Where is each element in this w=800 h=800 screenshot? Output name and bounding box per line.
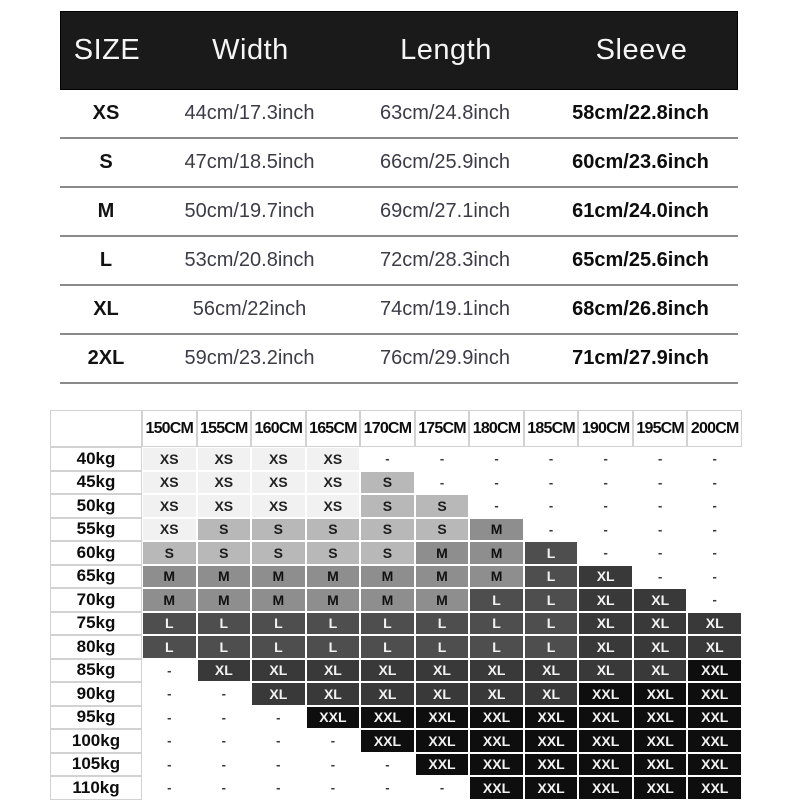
height-weight-fit-matrix bbox=[50, 410, 742, 800]
weight-label: 80kg bbox=[50, 635, 142, 659]
empty-cell: - bbox=[578, 471, 633, 495]
size-cell: XL bbox=[415, 659, 470, 683]
empty-cell: - bbox=[415, 471, 470, 495]
size-cell: XXL bbox=[687, 729, 742, 753]
size-cell: XXL bbox=[578, 753, 633, 777]
empty-cell: - bbox=[197, 706, 252, 730]
empty-cell: - bbox=[633, 447, 688, 471]
size-cell: XS bbox=[197, 447, 252, 471]
garment-measurement-table bbox=[60, 11, 738, 384]
length-value: 66cm/25.9inch bbox=[379, 151, 511, 173]
sleeve-value: 60cm/23.6inch bbox=[572, 151, 709, 173]
size-cell: XL bbox=[687, 635, 742, 659]
size-cell: L bbox=[469, 612, 524, 636]
measurement-row bbox=[60, 188, 738, 237]
weight-label: 45kg bbox=[50, 471, 142, 495]
empty-cell: - bbox=[197, 776, 252, 800]
size-cell: XL bbox=[360, 659, 415, 683]
size-label: 2XL bbox=[87, 347, 125, 369]
size-cell: XXL bbox=[578, 682, 633, 706]
size-cell: XL bbox=[251, 682, 306, 706]
size-cell: L bbox=[197, 612, 252, 636]
weight-label: 100kg bbox=[50, 729, 142, 753]
size-cell: S bbox=[360, 518, 415, 542]
height-header: 170CM bbox=[360, 410, 415, 447]
weight-label: 75kg bbox=[50, 612, 142, 636]
size-cell: S bbox=[415, 518, 470, 542]
size-label: M bbox=[97, 200, 115, 222]
empty-cell: - bbox=[251, 776, 306, 800]
height-header: 200CM bbox=[687, 410, 742, 447]
weight-label: 95kg bbox=[50, 706, 142, 730]
empty-cell: - bbox=[687, 518, 742, 542]
size-cell: XXL bbox=[633, 753, 688, 777]
size-cell: XXL bbox=[687, 659, 742, 683]
size-cell: XL bbox=[578, 612, 633, 636]
size-cell: L bbox=[251, 612, 306, 636]
empty-cell: - bbox=[197, 729, 252, 753]
width-value: 59cm/23.2inch bbox=[184, 347, 315, 369]
height-header: 160CM bbox=[251, 410, 306, 447]
empty-cell: - bbox=[687, 541, 742, 565]
empty-cell: - bbox=[251, 706, 306, 730]
empty-cell: - bbox=[306, 776, 361, 800]
size-cell: L bbox=[142, 612, 197, 636]
empty-cell: - bbox=[687, 588, 742, 612]
size-cell: S bbox=[360, 471, 415, 495]
empty-cell: - bbox=[524, 518, 579, 542]
sleeve-value: 68cm/26.8inch bbox=[572, 298, 709, 320]
header-sleeve: Sleeve bbox=[595, 34, 688, 66]
size-cell: XXL bbox=[687, 706, 742, 730]
size-cell: XXL bbox=[578, 776, 633, 800]
weight-label: 60kg bbox=[50, 541, 142, 565]
empty-cell: - bbox=[142, 659, 197, 683]
measurement-row bbox=[60, 90, 738, 139]
size-cell: XXL bbox=[633, 729, 688, 753]
size-cell: M bbox=[306, 565, 361, 589]
size-cell: XL bbox=[469, 659, 524, 683]
empty-cell: - bbox=[360, 776, 415, 800]
size-cell: XXL bbox=[524, 706, 579, 730]
height-header: 180CM bbox=[469, 410, 524, 447]
size-cell: XL bbox=[633, 659, 688, 683]
empty-cell: - bbox=[578, 494, 633, 518]
weight-label: 40kg bbox=[50, 447, 142, 471]
size-cell: S bbox=[251, 541, 306, 565]
size-cell: XL bbox=[524, 682, 579, 706]
size-cell: XXL bbox=[687, 682, 742, 706]
width-value: 50cm/19.7inch bbox=[184, 200, 315, 222]
size-cell: S bbox=[251, 518, 306, 542]
size-cell: XXL bbox=[469, 776, 524, 800]
size-cell: XS bbox=[142, 494, 197, 518]
sleeve-value: 58cm/22.8inch bbox=[572, 102, 709, 124]
size-cell: XXL bbox=[633, 776, 688, 800]
width-value: 47cm/18.5inch bbox=[184, 151, 315, 173]
height-header: 195CM bbox=[633, 410, 688, 447]
empty-cell: - bbox=[687, 471, 742, 495]
size-cell: XS bbox=[197, 471, 252, 495]
size-cell: XXL bbox=[633, 706, 688, 730]
size-cell: XL bbox=[251, 659, 306, 683]
empty-cell: - bbox=[469, 447, 524, 471]
measurement-table-header bbox=[60, 11, 738, 90]
size-cell: XXL bbox=[633, 682, 688, 706]
empty-cell: - bbox=[251, 753, 306, 777]
size-cell: L bbox=[197, 635, 252, 659]
size-cell: XXL bbox=[524, 776, 579, 800]
size-cell: XL bbox=[633, 588, 688, 612]
size-cell: M bbox=[251, 565, 306, 589]
size-cell: L bbox=[415, 612, 470, 636]
empty-cell: - bbox=[306, 753, 361, 777]
weight-label: 70kg bbox=[50, 588, 142, 612]
empty-cell: - bbox=[415, 447, 470, 471]
empty-cell: - bbox=[687, 494, 742, 518]
size-cell: XXL bbox=[415, 729, 470, 753]
weight-label: 90kg bbox=[50, 682, 142, 706]
empty-cell: - bbox=[142, 753, 197, 777]
sleeve-value: 65cm/25.6inch bbox=[572, 249, 709, 271]
size-cell: XL bbox=[469, 682, 524, 706]
size-cell: XL bbox=[578, 635, 633, 659]
measurement-row bbox=[60, 335, 738, 384]
size-cell: XL bbox=[306, 659, 361, 683]
empty-cell: - bbox=[633, 518, 688, 542]
empty-cell: - bbox=[360, 753, 415, 777]
empty-cell: - bbox=[197, 682, 252, 706]
empty-cell: - bbox=[524, 494, 579, 518]
size-cell: XL bbox=[633, 635, 688, 659]
measurement-row bbox=[60, 237, 738, 286]
empty-cell: - bbox=[578, 518, 633, 542]
size-cell: XS bbox=[142, 471, 197, 495]
size-cell: XL bbox=[524, 659, 579, 683]
height-header: 190CM bbox=[578, 410, 633, 447]
measurement-row bbox=[60, 286, 738, 335]
size-cell: XL bbox=[415, 682, 470, 706]
width-value: 56cm/22inch bbox=[192, 298, 307, 320]
height-header: 175CM bbox=[415, 410, 470, 447]
empty-cell: - bbox=[633, 541, 688, 565]
weight-label: 85kg bbox=[50, 659, 142, 683]
size-cell: L bbox=[524, 612, 579, 636]
size-cell: M bbox=[197, 565, 252, 589]
size-cell: XXL bbox=[578, 706, 633, 730]
weight-label: 110kg bbox=[50, 776, 142, 800]
size-cell: L bbox=[251, 635, 306, 659]
size-cell: L bbox=[524, 635, 579, 659]
height-header: 165CM bbox=[306, 410, 361, 447]
size-cell: S bbox=[142, 541, 197, 565]
size-cell: XXL bbox=[415, 706, 470, 730]
empty-cell: - bbox=[524, 447, 579, 471]
size-cell: XS bbox=[142, 518, 197, 542]
size-cell: XXL bbox=[360, 729, 415, 753]
header-width: Width bbox=[212, 34, 289, 66]
measurement-table-rows bbox=[60, 90, 738, 384]
size-cell: XXL bbox=[469, 753, 524, 777]
size-cell: S bbox=[360, 541, 415, 565]
size-cell: L bbox=[524, 565, 579, 589]
size-cell: XXL bbox=[306, 706, 361, 730]
size-cell: L bbox=[524, 588, 579, 612]
size-cell: XS bbox=[251, 471, 306, 495]
empty-cell: - bbox=[633, 494, 688, 518]
empty-cell: - bbox=[633, 565, 688, 589]
size-label: XS bbox=[92, 102, 120, 124]
size-cell: M bbox=[360, 565, 415, 589]
height-header: 155CM bbox=[197, 410, 252, 447]
width-value: 44cm/17.3inch bbox=[184, 102, 315, 124]
empty-cell: - bbox=[524, 471, 579, 495]
empty-cell: - bbox=[578, 447, 633, 471]
empty-cell: - bbox=[360, 447, 415, 471]
size-cell: M bbox=[415, 588, 470, 612]
size-cell: L bbox=[524, 541, 579, 565]
size-cell: XL bbox=[578, 565, 633, 589]
size-cell: XS bbox=[142, 447, 197, 471]
size-cell: XL bbox=[360, 682, 415, 706]
empty-cell: - bbox=[578, 541, 633, 565]
size-cell: L bbox=[469, 588, 524, 612]
size-cell: M bbox=[469, 518, 524, 542]
size-cell: XXL bbox=[360, 706, 415, 730]
weight-label: 105kg bbox=[50, 753, 142, 777]
height-header: 150CM bbox=[142, 410, 197, 447]
empty-cell: - bbox=[251, 729, 306, 753]
size-cell: XXL bbox=[578, 729, 633, 753]
size-cell: XL bbox=[306, 682, 361, 706]
weight-label: 65kg bbox=[50, 565, 142, 589]
empty-cell: - bbox=[142, 729, 197, 753]
size-cell: XXL bbox=[415, 753, 470, 777]
size-cell: XL bbox=[633, 612, 688, 636]
empty-cell: - bbox=[469, 471, 524, 495]
size-cell: L bbox=[415, 635, 470, 659]
sleeve-value: 61cm/24.0inch bbox=[572, 200, 709, 222]
size-cell: M bbox=[360, 588, 415, 612]
size-cell: S bbox=[197, 518, 252, 542]
size-cell: XXL bbox=[469, 706, 524, 730]
size-cell: S bbox=[197, 541, 252, 565]
size-cell: M bbox=[142, 565, 197, 589]
empty-cell: - bbox=[197, 753, 252, 777]
empty-cell: - bbox=[469, 494, 524, 518]
size-cell: L bbox=[469, 635, 524, 659]
size-cell: XXL bbox=[687, 776, 742, 800]
size-cell: M bbox=[306, 588, 361, 612]
width-value: 53cm/20.8inch bbox=[184, 249, 315, 271]
size-cell: XL bbox=[687, 612, 742, 636]
size-label: S bbox=[99, 151, 113, 173]
size-cell: M bbox=[197, 588, 252, 612]
size-label: XL bbox=[93, 298, 119, 320]
size-cell: XL bbox=[578, 659, 633, 683]
empty-cell: - bbox=[633, 471, 688, 495]
size-cell: XS bbox=[251, 494, 306, 518]
empty-cell: - bbox=[415, 776, 470, 800]
length-value: 74cm/19.1inch bbox=[379, 298, 511, 320]
size-cell: S bbox=[360, 494, 415, 518]
header-length: Length bbox=[400, 34, 492, 66]
size-cell: S bbox=[306, 518, 361, 542]
size-cell: M bbox=[469, 541, 524, 565]
size-cell: XS bbox=[251, 447, 306, 471]
size-cell: L bbox=[306, 635, 361, 659]
size-cell: XXL bbox=[687, 753, 742, 777]
weight-label: 50kg bbox=[50, 494, 142, 518]
matrix-corner-cell bbox=[50, 410, 142, 447]
length-value: 69cm/27.1inch bbox=[379, 200, 511, 222]
size-cell: XL bbox=[197, 659, 252, 683]
size-cell: XS bbox=[306, 471, 361, 495]
size-cell: XXL bbox=[524, 753, 579, 777]
size-cell: M bbox=[469, 565, 524, 589]
length-value: 63cm/24.8inch bbox=[379, 102, 511, 124]
measurement-row bbox=[60, 139, 738, 188]
size-cell: M bbox=[415, 541, 470, 565]
size-cell: M bbox=[251, 588, 306, 612]
size-cell: XS bbox=[197, 494, 252, 518]
size-cell: S bbox=[306, 541, 361, 565]
empty-cell: - bbox=[687, 447, 742, 471]
height-header: 185CM bbox=[524, 410, 579, 447]
size-cell: L bbox=[360, 635, 415, 659]
empty-cell: - bbox=[306, 729, 361, 753]
size-cell: L bbox=[360, 612, 415, 636]
empty-cell: - bbox=[142, 706, 197, 730]
size-cell: XXL bbox=[469, 729, 524, 753]
sleeve-value: 71cm/27.9inch bbox=[572, 347, 709, 369]
size-cell: S bbox=[415, 494, 470, 518]
size-label: L bbox=[99, 249, 113, 271]
length-value: 72cm/28.3inch bbox=[379, 249, 511, 271]
size-cell: XXL bbox=[524, 729, 579, 753]
empty-cell: - bbox=[142, 776, 197, 800]
length-value: 76cm/29.9inch bbox=[379, 347, 511, 369]
size-cell: XS bbox=[306, 447, 361, 471]
size-cell: XS bbox=[306, 494, 361, 518]
empty-cell: - bbox=[142, 682, 197, 706]
size-cell: M bbox=[142, 588, 197, 612]
size-cell: L bbox=[142, 635, 197, 659]
size-cell: XL bbox=[578, 588, 633, 612]
size-cell: M bbox=[415, 565, 470, 589]
header-size: SIZE bbox=[73, 34, 141, 66]
size-cell: L bbox=[306, 612, 361, 636]
weight-label: 55kg bbox=[50, 518, 142, 542]
empty-cell: - bbox=[687, 565, 742, 589]
